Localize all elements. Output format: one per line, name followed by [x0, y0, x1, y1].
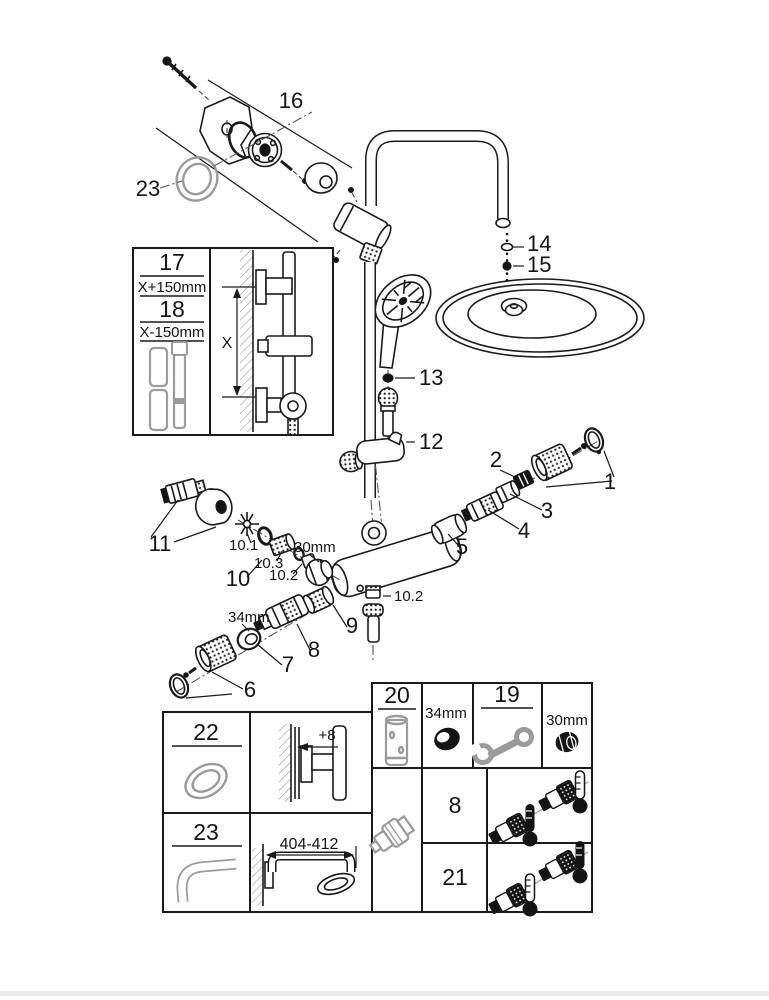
callout-12: 12	[419, 429, 444, 454]
callout-10-2: 10.2	[269, 567, 299, 584]
screw-icon	[184, 668, 196, 677]
callout-10-3: 10.3	[254, 555, 284, 572]
callout-13: 13	[419, 365, 444, 390]
rail-tube-icon	[386, 716, 407, 765]
rail-length-inset-box	[133, 248, 333, 435]
gasket-ring-icon	[179, 757, 232, 805]
table-left-dim-8: +8	[318, 727, 336, 744]
shower-arm-icon	[182, 864, 236, 902]
size-30mm-label: 30mm	[294, 539, 336, 556]
callout-7: 7	[281, 652, 295, 677]
table-left-22: 22	[193, 719, 219, 745]
flange-icon	[249, 134, 308, 184]
callout-2: 2	[489, 447, 503, 472]
washer-14	[502, 244, 513, 251]
callout-10-2-right: 10.2	[394, 588, 424, 605]
callout-16: 16	[278, 88, 304, 113]
inset-dim-17: X+150mm	[137, 279, 207, 296]
callout-3: 3	[540, 498, 554, 523]
callout-11: 11	[148, 531, 172, 556]
table-left-23: 23	[193, 819, 219, 845]
wrench-icon	[465, 730, 532, 763]
table-right-19: 19	[494, 681, 520, 707]
arm-length-diagram	[252, 836, 357, 906]
wall-bracket-group	[156, 57, 352, 242]
inset-x-dim: X	[221, 335, 233, 352]
callout-10-1: 10.1	[229, 537, 259, 554]
star-washer-10-1	[235, 512, 259, 536]
hose-connector-icon	[363, 604, 383, 616]
gasket-ring-icon	[170, 151, 225, 208]
calibration-diagram-21	[486, 841, 588, 918]
offset-8-diagram	[279, 724, 346, 802]
inset-wall-diagram	[222, 250, 312, 435]
table-right-size-30: 30mm	[546, 712, 588, 729]
callout-14: 14	[527, 231, 552, 256]
mounting-plate-icon	[200, 97, 252, 164]
shower-arm	[371, 136, 510, 228]
callout-1: 1	[603, 469, 617, 494]
thermostat-cartridge-icon	[366, 813, 416, 859]
calibration-diagram-8	[486, 771, 588, 848]
knurled-cap-1	[529, 443, 574, 483]
callout-6: 6	[243, 677, 257, 702]
screw-icon	[163, 57, 209, 100]
callout-10: 10	[225, 566, 251, 591]
callout-8: 8	[307, 637, 321, 662]
callout-4: 4	[517, 518, 531, 543]
escutcheon-icon	[305, 163, 337, 193]
slide-rail-pipe	[370, 262, 373, 527]
page-edge	[0, 991, 769, 996]
nut-icon	[553, 729, 580, 754]
table-left-dim-404: 404-412	[279, 836, 339, 853]
spare-table-right	[366, 681, 592, 918]
filter-15	[503, 262, 511, 270]
callout-23-top: 23	[135, 176, 161, 201]
callout-15: 15	[527, 252, 552, 277]
spare-table-left	[163, 712, 372, 912]
callout-9: 9	[345, 613, 359, 638]
inset-part-18: 18	[159, 296, 185, 322]
table-right-21: 21	[442, 864, 468, 890]
table-right-size-34: 34mm	[425, 705, 467, 722]
size-34mm-label: 34mm	[228, 609, 270, 626]
wall-union-icon	[332, 188, 394, 265]
inset-part-17: 17	[159, 249, 185, 275]
check-valve-4	[460, 491, 504, 524]
callout-5: 5	[455, 534, 469, 559]
inset-dim-18: X-150mm	[139, 324, 205, 341]
stop-ring-icon	[431, 724, 463, 754]
table-right-20: 20	[384, 682, 410, 708]
rail-tube-icon	[150, 342, 187, 430]
glide-ring-icon	[582, 426, 608, 457]
knurled-cap-6	[193, 634, 238, 674]
hand-shower	[365, 264, 441, 368]
table-right-8: 8	[448, 792, 462, 818]
